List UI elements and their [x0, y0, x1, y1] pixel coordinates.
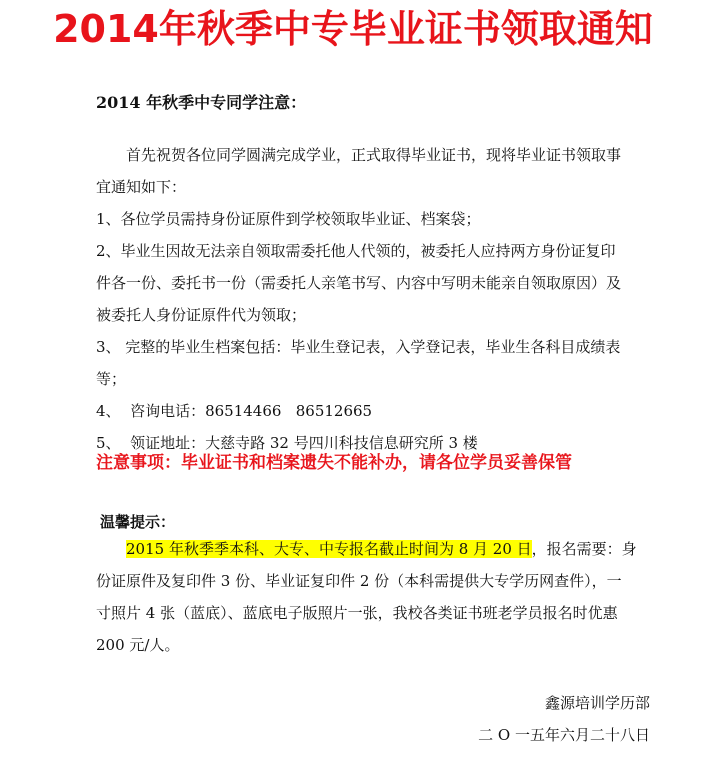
- item-5-address: 5、 领证地址：大慈寺路 32 号四川科技信息研究所 3 楼: [96, 434, 478, 452]
- tip-line: [96, 533, 656, 565]
- item-2-line: 2、毕业生因故无法亲自领取需委托他人代领的，被委托人应持两方身份证复印: [96, 242, 616, 260]
- tip-line: 寸照片 4 张（蓝底）、蓝底电子版照片一张，我校各类证书班老学员报名时优惠: [96, 604, 618, 622]
- tip-line: 份证原件及复印件 3 份、毕业证复印件 2 份（本科需提供大专学历网查件），一: [96, 572, 622, 590]
- item-1: 1、各位学员需持身份证原件到学校领取毕业证、档案袋；: [96, 210, 481, 228]
- tip-heading: 温馨提示：: [100, 513, 176, 531]
- item-3-line: 3、 完整的毕业生档案包括：毕业生登记表，入学登记表，毕业生各科目成绩表: [96, 338, 621, 356]
- greeting: 2014 年秋季中专同学注意：: [96, 93, 307, 112]
- item-2-line: 件各一份、委托书一份（需委托人亲笔书写、内容中写明未能亲自领取原因）及: [96, 274, 622, 292]
- signature-date: 二 O 一五年六月二十八日: [478, 726, 650, 744]
- notice-body: [96, 139, 656, 459]
- item-3-line: 等；: [96, 370, 127, 388]
- signature-org: 鑫源培训学历部: [544, 694, 650, 712]
- tip-line-rest: ，报名需要：身: [531, 540, 637, 558]
- tip-highlight: 2015 年秋季季本科、大专、中专报名截止时间为 8 月 20 日: [126, 540, 532, 558]
- tip-body: [96, 533, 656, 661]
- intro-line: 宜通知如下：: [96, 178, 187, 196]
- item-4-phone: 4、 咨询电话：86514466 86512665: [96, 402, 373, 420]
- item-2-line: 被委托人身份证原件代为领取；: [96, 306, 307, 324]
- warning-notice: 注意事项：毕业证书和档案遗失不能补办，请各位学员妥善保管: [96, 453, 572, 473]
- tip-line: 200 元/人。: [96, 636, 180, 654]
- intro-line: 首先祝贺各位同学圆满完成学业，正式取得毕业证书，现将毕业证书领取事: [126, 146, 622, 164]
- document-title: 2014年秋季中专毕业证书领取通知: [53, 7, 653, 51]
